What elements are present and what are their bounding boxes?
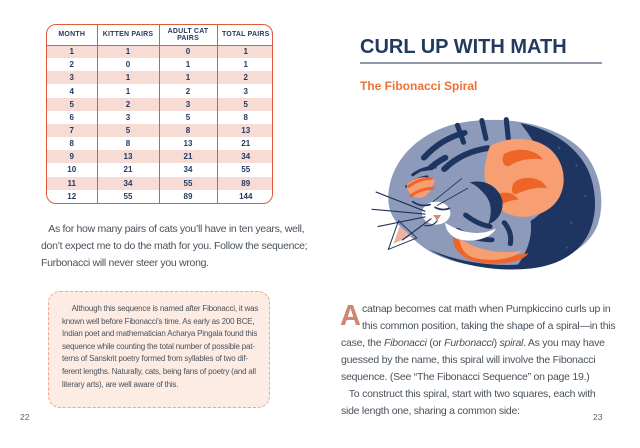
text-line: To construct this spiral, start with two squares, each with [341, 388, 596, 400]
table-row [47, 163, 273, 176]
title-underline [360, 62, 602, 64]
table-header-cell: MONTH [47, 25, 97, 45]
text-line: case, the Fibonacci (or Furbonacci) spiral. As you may have [341, 337, 605, 349]
table-cell: 2 [69, 60, 74, 70]
table-cell: 8 [97, 137, 159, 150]
table-cell: 34 [159, 163, 217, 176]
table-row [47, 190, 273, 203]
text-line: this common position, taking the shape of a spiral—in this [362, 320, 616, 332]
table-cell: 9 [47, 150, 97, 163]
table-row [47, 124, 273, 137]
table-cell: 1 [47, 45, 97, 58]
text-line: guessed by the name, this spiral will involve the Fibonacci [341, 354, 596, 366]
table-cell: 8 [217, 111, 273, 124]
table-cell: 21 [97, 163, 159, 176]
text-line: sequence. (See “The Fibonacci Sequence” on page 19.) [341, 371, 590, 383]
table-header-cell: TOTAL PAIRS [217, 25, 273, 45]
table-header-cell: ADULT CAT PAIRS [159, 25, 217, 45]
table-cell: 55 [97, 190, 159, 203]
table-cell: 55 [159, 177, 217, 190]
text-line: catnap becomes cat math when Pumpkiccino curls up in [362, 303, 611, 315]
table-cell: 1 [217, 45, 273, 58]
table-cell: 0 [159, 45, 217, 58]
table-cell: 8 [69, 139, 74, 149]
table-cell: 89 [217, 177, 273, 190]
table-cell: 55 [217, 163, 273, 176]
text-line: Indian poet and mathematician Acharya Pingala found this [62, 329, 258, 339]
table-row [47, 71, 273, 84]
sleeping-cat-illustration [368, 108, 612, 280]
table-cell: 10 [67, 165, 77, 175]
page-number-right: 23 [593, 412, 603, 422]
table-cell: 13 [217, 124, 273, 137]
table-cell: 144 [217, 190, 273, 203]
table-cell: 34 [97, 177, 159, 190]
table-cell: 1 [97, 84, 159, 97]
table-row [47, 111, 273, 124]
table-cell: 1 [159, 58, 217, 71]
table-cell: 5 [217, 98, 273, 111]
table-header-row [47, 25, 273, 45]
table-row [47, 137, 273, 150]
table-cell: 4 [69, 86, 74, 96]
body-paragraph [341, 301, 615, 420]
table-cell: 0 [97, 58, 159, 71]
text-line: terns of Sanskrit poetry formed from syllables of two dif- [62, 354, 248, 364]
table-row [47, 177, 273, 190]
fibonacci-table [46, 24, 273, 204]
table-cell: 3 [159, 98, 217, 111]
table-header-cell: KITTEN PAIRS [97, 25, 159, 45]
table-cell: 3 [47, 71, 97, 84]
table-cell: 13 [97, 150, 159, 163]
table-cell: 8 [159, 124, 217, 137]
sidebar-note-box [48, 291, 270, 408]
table-cell: 1 [217, 58, 273, 71]
table-cell: 2 [217, 71, 273, 84]
table-cell: 2 [159, 84, 217, 97]
table-cell: 3 [97, 111, 159, 124]
chapter-title: CURL UP WITH MATH [360, 36, 567, 58]
table-cell: 34 [217, 150, 273, 163]
text-line: sequence while counting the total number of possible pat- [62, 341, 255, 351]
table-row [47, 45, 273, 58]
table-cell: 12 [67, 191, 77, 201]
table-cell: 21 [217, 137, 273, 150]
table-cell: 7 [47, 124, 97, 137]
table-row [47, 58, 273, 71]
table-cell: 6 [69, 112, 74, 122]
table-cell: 13 [159, 137, 217, 150]
table-cell: 5 [97, 124, 159, 137]
table-cell: 2 [97, 98, 159, 111]
left-paragraph [41, 221, 307, 272]
page-number-left: 22 [20, 412, 30, 422]
table-cell: 1 [97, 71, 159, 84]
table-row [47, 150, 273, 163]
text-line: don’t expect me to do the math for you. Follow the sequence; [41, 240, 308, 252]
table-row [47, 84, 273, 97]
text-line: side length one, sharing a common side: [341, 405, 520, 417]
drop-cap: A [340, 300, 361, 332]
text-line: ferent lengths. Naturally, cats, being fans of poetry (and all [62, 366, 256, 376]
table-row [47, 98, 273, 111]
text-line: known well before Fibonacci’s time. As early as 200 BCE, [62, 316, 255, 326]
table-cell: 3 [217, 84, 273, 97]
text-line: literary arts), are well aware of this. [62, 379, 179, 389]
table-cell: 5 [159, 111, 217, 124]
text-line: Furbonacci will never steer you wrong. [41, 257, 209, 269]
table-cell: 1 [159, 71, 217, 84]
table-cell: 11 [47, 177, 97, 190]
text-line: As for how many pairs of cats you’ll have in ten years, well, [41, 223, 305, 235]
section-subtitle: The Fibonacci Spiral [360, 79, 478, 93]
text-line: Although this sequence is named after Fibonacci, it was [62, 304, 259, 313]
table-cell: 1 [97, 45, 159, 58]
table-cell: 21 [159, 150, 217, 163]
table-cell: 5 [47, 98, 97, 111]
table-cell: 89 [159, 190, 217, 203]
